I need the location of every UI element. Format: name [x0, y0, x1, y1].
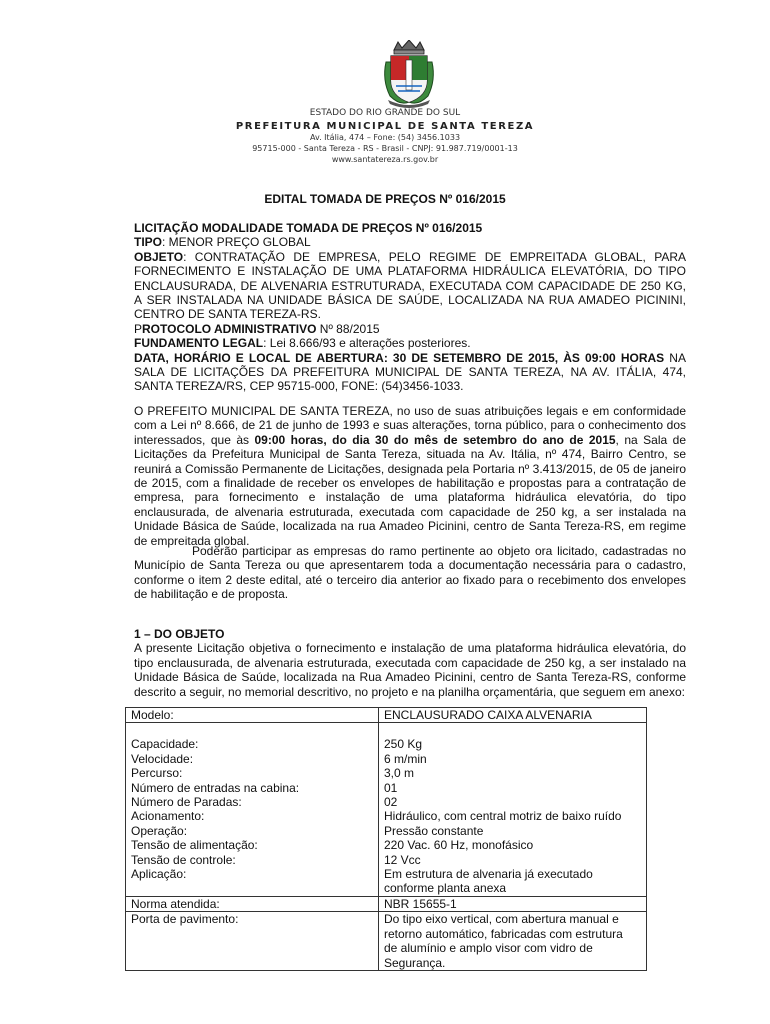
spec-label: Capacidade: — [131, 737, 199, 752]
spec-value: conforme planta anexa — [384, 881, 507, 896]
header-website: www.santatereza.rs.gov.br — [331, 155, 439, 164]
spec-label: Tensão de alimentação: — [131, 838, 258, 853]
fundamento-value: : Lei 8.666/93 e alterações posteriores. — [263, 336, 471, 351]
table-row — [126, 912, 647, 971]
licitacao-heading: LICITAÇÃO MODALIDADE TOMADA DE PREÇOS Nº 016/2015 — [134, 221, 483, 235]
spec-value-porta — [379, 912, 647, 971]
protocolo-value: Nº 88/2015 — [316, 321, 380, 336]
spec-label: Velocidade: — [131, 751, 194, 766]
paragraph-prefeito-text-1: O PREFEITO MUNICIPAL DE SANTA TEREZA, no uso de suas atribuições legais e em conformidade com a Lei nº 8.666, de 21 de junho de 1993 e suas alterações, torna público, para o conhecimento dos interessados, que às — [134, 404, 686, 447]
table-row — [126, 708, 647, 723]
spec-label: Aplicação: — [131, 867, 187, 882]
spec-label-modelo: Modelo: — [126, 708, 379, 723]
section-objeto — [134, 627, 686, 699]
spec-value-line: Do tipo eixo vertical, com abertura manual e — [384, 912, 619, 927]
spec-label-norma: Norma atendida: — [126, 896, 379, 911]
spec-label: Tensão de controle: — [131, 852, 236, 867]
spec-value: Em estrutura de alvenaria já executado — [384, 867, 593, 882]
table-row — [126, 723, 647, 896]
spec-value: Pressão constante — [384, 823, 484, 838]
header-address: Av. Itália, 474 – Fone: (54) 3456.1033 — [309, 133, 461, 142]
header-state: ESTADO DO RIO GRANDE DO SUL — [309, 108, 461, 118]
spec-value-modelo: ENCLAUSURADO CAIXA ALVENARIA — [379, 708, 647, 723]
tipo-label: TIPO — [134, 235, 163, 250]
document-title: EDITAL TOMADA DE PREÇOS Nº 016/2015 — [264, 192, 506, 206]
header-cep-cnpj: 95715-000 - Santa Tereza - RS - Brasil - CNPJ: 91.987.719/0001-13 — [252, 144, 518, 153]
spec-value: Hidráulico, com central motriz de baixo ruído — [384, 809, 622, 824]
data-abertura-value: NA SALA DE LICITAÇÕES DA PREFEITURA MUNICIPAL DE SANTA TEREZA, NA AV. ITÁLIA, 474, SANTA TEREZA/RS, CEP 95715-000, FONE: (54)3456-1033. — [134, 350, 686, 394]
tipo-value: : MENOR PREÇO GLOBAL — [162, 235, 311, 250]
spec-values-cell — [379, 723, 647, 896]
paragraph-prefeito — [134, 404, 686, 548]
spacer — [384, 723, 641, 737]
protocolo-label: ROTOCOLO ADMINISTRATIVO — [142, 321, 317, 336]
spec-value-line: Segurança. — [384, 955, 446, 970]
protocolo-prefix: P — [134, 321, 143, 336]
municipal-coat-of-arms-logo — [380, 40, 438, 108]
fundamento-label: FUNDAMENTO LEGAL — [134, 336, 264, 351]
section-objeto-text: A presente Licitação objetiva o fornecimento e instalação de uma plataforma hidráulica elevatória, do tipo enclausurada, de alvenaria estruturada, executada com capacidade de 250 kg, a ser instalado na Unidade Básica de Saúde, localizada na Rua Amadeo Picinini, centro de Santa Tereza-RS, conforme descrito a seguir, no memorial descritivo, no projeto e na planilha orçamentária, que seguem em anexo: — [134, 641, 686, 699]
specifications-table — [125, 707, 647, 971]
spec-value-line: de alumínio e amplo visor com vidro de — [384, 941, 593, 956]
spec-value: 3,0 m — [384, 766, 415, 781]
data-abertura-label: DATA, HORÁRIO E LOCAL DE ABERTURA: 30 DE SETEMBRO DE 2015, ÀS 09:00 HORAS — [134, 350, 665, 365]
spec-label: Acionamento: — [131, 809, 205, 824]
spec-value: 01 — [384, 780, 398, 795]
objeto-label: OBJETO — [134, 249, 184, 264]
spec-label: Número de entradas na cabina: — [131, 780, 300, 795]
spec-value: 250 Kg — [384, 737, 423, 752]
spec-label: Operação: — [131, 823, 188, 838]
spec-label: Número de Paradas: — [131, 795, 242, 810]
objeto-value: : CONTRATAÇÃO DE EMPRESA, PELO REGIME DE EMPREITADA GLOBAL, PARA FORNECIMENTO E INSTALAÇÃO DE UMA PLATAFORMA HIDRÁULICA ELEVATÓRIA, DO TIPO ENCLAUSURADA, DE ALVENARIA ESTRUTURADA, EXECUTADA COM CAPACIDADE DE 250 KG, A SER INSTALADA NA UNIDADE BÁSICA DE SAÚDE, LOCALIZADA NA RUA AMADEO PICININI, CENTRO DE SANTA TEREZA-RS. — [134, 249, 686, 322]
spacer — [131, 723, 373, 737]
spec-labels-cell — [126, 723, 379, 896]
paragraph-participacao-text: Poderão participar as empresas do ramo pertinente ao objeto ora licitado, cadastradas no Município de Santa Tereza ou que apresentarem toda a documentação necessária para o cadastro, conforme o item 2 deste edital, até o terceiro dia anterior ao fixado para o recebimento dos envelopes de habilitação e de proposta. — [134, 544, 686, 602]
spec-value: 12 Vcc — [384, 852, 421, 867]
intro-block — [134, 221, 686, 394]
header-prefeitura: PREFEITURA MUNICIPAL DE SANTA TEREZA — [235, 121, 535, 132]
spec-value-norma: NBR 15655-1 — [379, 896, 647, 911]
spec-value: 6 m/min — [384, 751, 427, 766]
spec-label-porta: Porta de pavimento: — [126, 912, 379, 971]
paragraph-prefeito-date: 09:00 horas, do dia 30 do mês de setembro do ano de 2015 — [254, 432, 616, 447]
paragraph-prefeito-text-2: , na Sala de Licitações da Prefeitura Municipal de Santa Tereza, situada na Av. Itália, nº 474, Bairro Centro, se reunirá a Comissão Permanente de Licitações, designada pela Portaria nº 3.413/2015, de 05 de janeiro de 2015, com a finalidade de receber os envelopes de habilitação e propostas para a contratação de empresa, para fornecimento e instalação de uma plataforma hidráulica elevatória, do tipo enclausurada, de alvenaria estruturada, executada com capacidade de 250 kg, a ser instalada na Unidade Básica de Saúde, localizada na rua Amadeo Picinini, centro de Santa Tereza-RS, em regime de empreitada global. — [134, 432, 686, 548]
table-row — [126, 896, 647, 911]
paragraph-participacao — [134, 544, 686, 602]
spec-value-line: retorno automático, fabricadas com estrutura — [384, 926, 623, 941]
spec-value: 220 Vac. 60 Hz, monofásico — [384, 838, 534, 853]
spec-label: Percurso: — [131, 766, 183, 781]
section-objeto-heading: 1 – DO OBJETO — [134, 627, 225, 641]
spec-value: 02 — [384, 795, 398, 810]
